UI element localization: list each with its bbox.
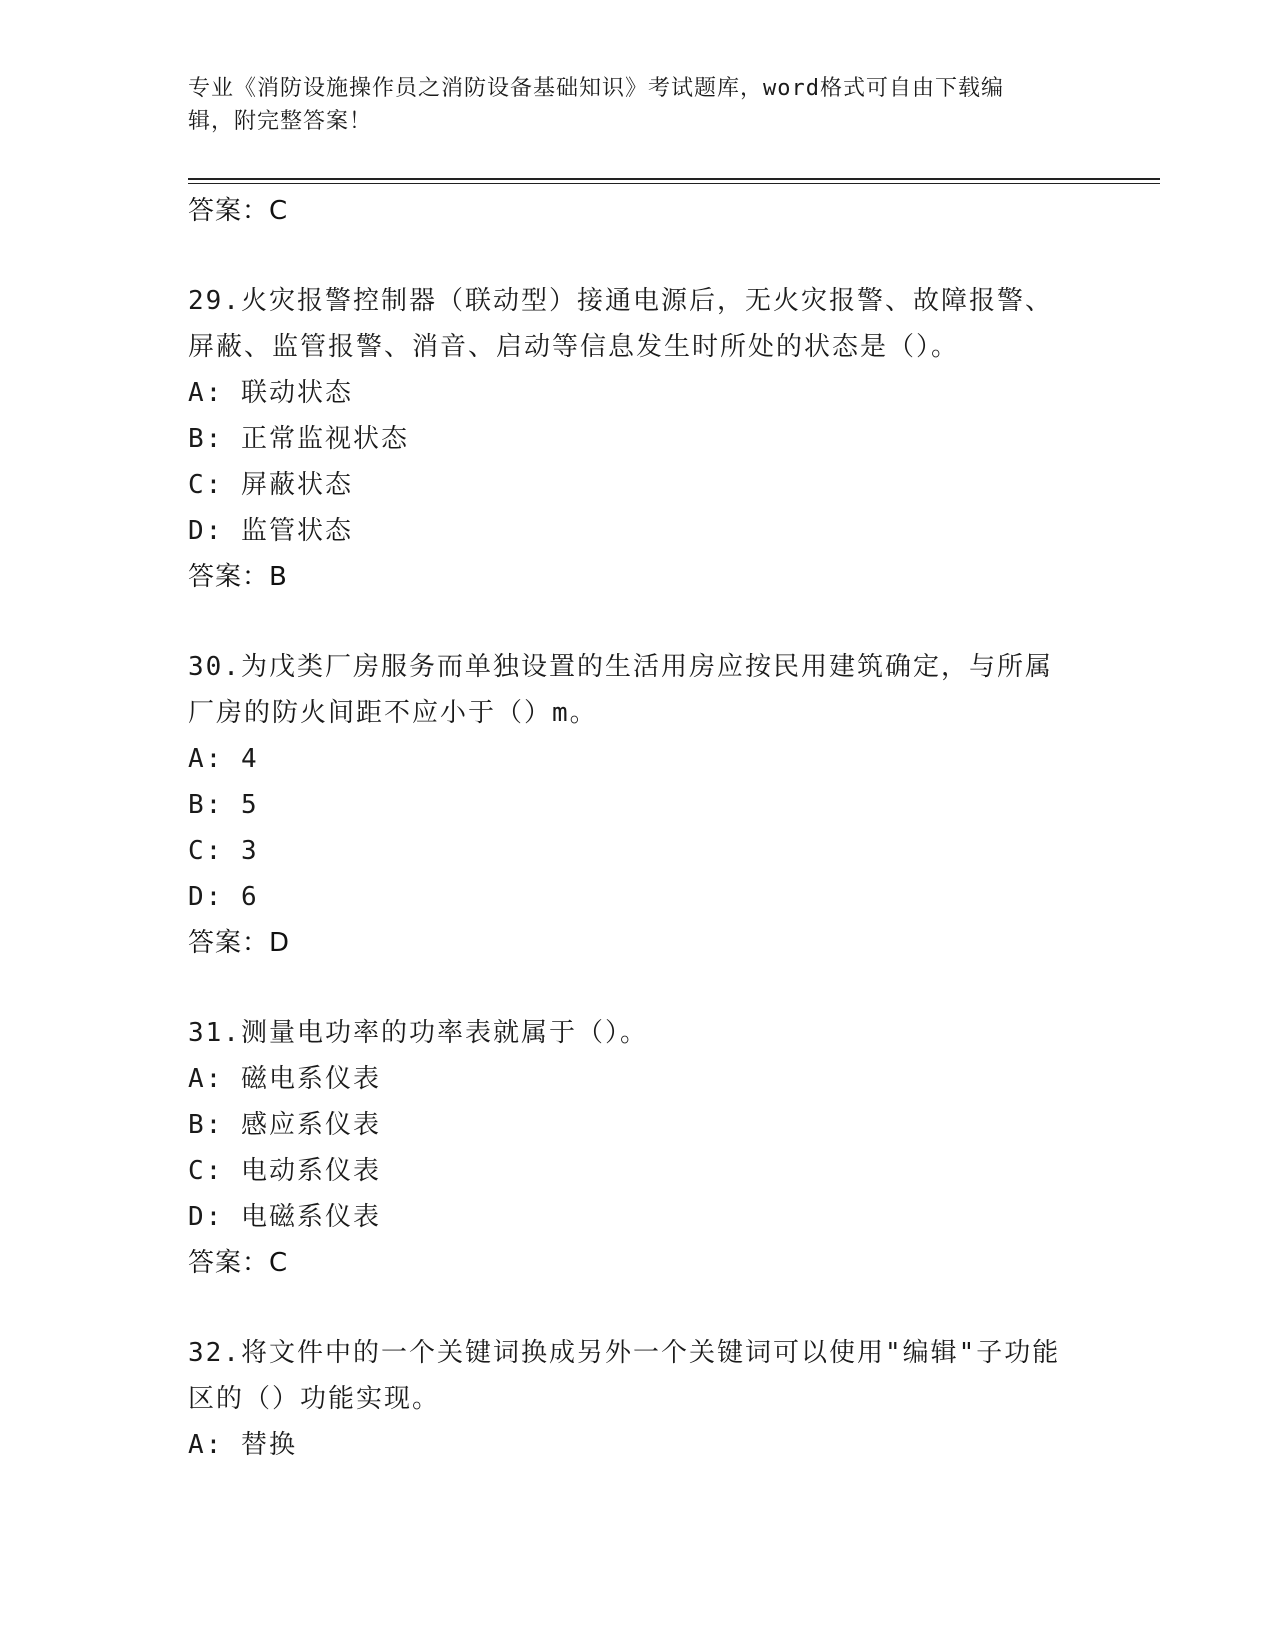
option-d: D: 监管状态 [188,516,353,546]
header-divider-thick [188,178,1160,180]
option-c: C: 电动系仪表 [188,1156,381,1186]
question-stem: 31.测量电功率的功率表就属于（）。 [188,1018,648,1048]
intro-line-1: 专业《消防设施操作员之消防设备基础知识》考试题库，word格式可自由下载编 [188,76,1004,101]
question-stem-continued: 屏蔽、监管报警、消音、启动等信息发生时所处的状态是（）。 [188,332,960,362]
question-stem-continued: 厂房的防火间距不应小于（）m。 [188,698,598,728]
option-d: D: 电磁系仪表 [188,1202,381,1232]
option-c: C: 3 [188,836,259,866]
header-divider-thin [188,183,1160,184]
question-31 [188,1010,1108,1286]
question-29 [188,278,1108,600]
option-a: A: 联动状态 [188,378,353,408]
option-d: D: 6 [188,882,259,912]
option-c: C: 屏蔽状态 [188,470,353,500]
intro-line-2: 辑，附完整答案！ [188,109,373,134]
answer-line: 答案：C [188,1248,289,1278]
option-a: A: 磁电系仪表 [188,1064,381,1094]
question-stem: 32.将文件中的一个关键词换成另外一个关键词可以使用"编辑"子功能 [188,1338,1061,1368]
document-intro [188,72,1088,138]
answer-line: 答案：B [188,562,288,592]
question-stem: 29.火灾报警控制器（联动型）接通电源后，无火灾报警、故障报警、 [188,286,1053,316]
question-30 [188,644,1108,966]
answer-line: 答案：C [188,196,289,226]
option-b: B: 感应系仪表 [188,1110,381,1140]
option-a: A: 替换 [188,1430,297,1460]
option-b: B: 5 [188,790,259,820]
question-stem: 30.为戊类厂房服务而单独设置的生活用房应按民用建筑确定，与所属 [188,652,1053,682]
question-32 [188,1330,1108,1468]
option-b: B: 正常监视状态 [188,424,409,454]
answer-line: 答案：D [188,928,291,958]
option-a: A: 4 [188,744,259,774]
question-list [188,188,1108,1468]
question-stem-continued: 区的（）功能实现。 [188,1384,441,1414]
